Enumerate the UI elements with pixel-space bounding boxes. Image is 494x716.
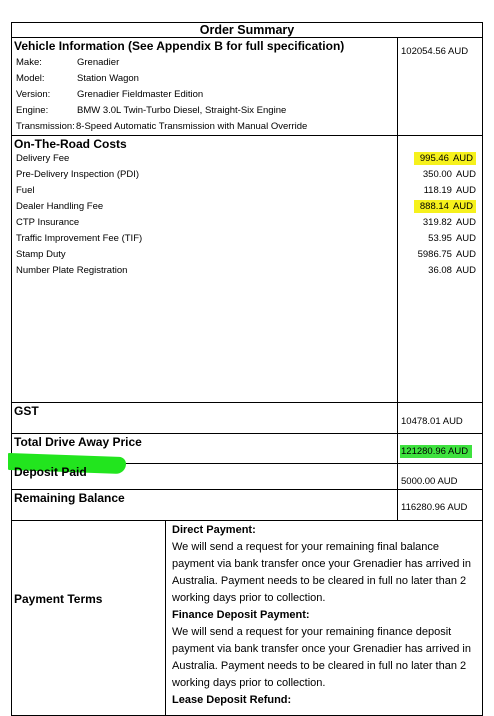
deposit-label: Deposit Paid xyxy=(14,465,87,479)
cost-amount-text xyxy=(428,233,476,244)
cost-amount-text xyxy=(423,217,476,228)
total-label: Total Drive Away Price xyxy=(14,435,142,449)
cost-label: Stamp Duty xyxy=(16,249,66,260)
cost-amount-unit: AUD xyxy=(455,217,476,228)
spec-label: Make: xyxy=(16,57,42,68)
rule-below-title xyxy=(11,37,483,38)
cost-label: Pre-Delivery Inspection (PDI) xyxy=(16,169,140,180)
direct-payment-heading: Direct Payment: xyxy=(172,524,256,536)
spec-label: Engine: xyxy=(16,105,49,116)
cost-amount-text xyxy=(418,249,476,260)
cost-amount-unit: AUD xyxy=(452,201,473,212)
cost-amount-number: 888.14 xyxy=(419,201,449,212)
deposit-value: 5000.00 AUD xyxy=(401,476,458,487)
on-road-heading: On-The-Road Costs xyxy=(14,137,127,151)
cost-amount xyxy=(414,201,476,212)
remaining-value: 116280.96 AUD xyxy=(401,502,468,513)
column-divider-amounts xyxy=(397,37,398,520)
spec-value: Station Wagon xyxy=(77,73,139,84)
cost-amount-text xyxy=(414,152,476,165)
cost-amount-text xyxy=(424,185,476,196)
spec-value: Grenadier xyxy=(77,57,120,68)
cost-amount xyxy=(423,217,476,228)
cost-amount-text xyxy=(428,265,476,276)
rule-below-gst xyxy=(11,433,483,434)
cost-amount-unit: AUD xyxy=(455,265,476,276)
lease-refund-block xyxy=(172,692,482,709)
cost-amount xyxy=(423,169,476,180)
cost-amount xyxy=(428,233,476,244)
cost-label: Fuel xyxy=(16,185,35,196)
rule-below-vehicle xyxy=(11,135,483,136)
column-divider-terms xyxy=(165,520,166,716)
total-value xyxy=(400,446,472,457)
spec-value: BMW 3.0L Twin-Turbo Diesel, Straight-Six Engine xyxy=(77,105,287,116)
rule-below-remaining xyxy=(11,520,483,521)
spec-value: 8-Speed Automatic Transmission with Manual Override xyxy=(76,121,308,132)
cost-amount xyxy=(428,265,476,276)
cost-amount xyxy=(418,249,476,260)
payment-terms-label: Payment Terms xyxy=(14,592,103,606)
cost-amount-number: 995.46 xyxy=(419,153,449,164)
cost-amount-number: 319.82 xyxy=(422,217,452,228)
cost-amount-number: 5986.75 xyxy=(417,249,452,260)
remaining-label: Remaining Balance xyxy=(14,491,125,505)
finance-payment-text: We will send a request for your remaining finance deposit payment via bank transfer once your Grenadier has arrived in Australia. Payment needs to be cleared in full no later than 2 working days prior to collection. xyxy=(172,626,471,689)
finance-payment-heading: Finance Deposit Payment: xyxy=(172,609,310,621)
page-title: Order Summary xyxy=(199,23,295,37)
vehicle-price: 102054.56 AUD xyxy=(401,46,469,57)
spec-label: Version: xyxy=(16,89,51,100)
vehicle-heading: Vehicle Information (See Appendix B for full specification) xyxy=(14,39,345,53)
cost-amount-number: 118.19 xyxy=(423,185,452,196)
total-value-text: 121280.96 AUD xyxy=(400,445,472,458)
rule-below-onroad xyxy=(11,402,483,403)
finance-payment-block xyxy=(172,607,482,692)
cost-amount xyxy=(424,185,476,196)
gst-label: GST xyxy=(14,404,39,418)
rule-below-deposit xyxy=(11,489,483,490)
spec-label: Model: xyxy=(16,73,45,84)
spec-value: Grenadier Fieldmaster Edition xyxy=(77,89,204,100)
order-summary-document xyxy=(11,22,483,716)
direct-payment-text: We will send a request for your remaining final balance payment via bank transfer once your Grenadier has arrived in Australia. Payment needs to be cleared in full no later than 2 working days prior to collection. xyxy=(172,541,471,604)
cost-label: CTP Insurance xyxy=(16,217,80,228)
cost-amount-unit: AUD xyxy=(455,169,476,180)
cost-label: Delivery Fee xyxy=(16,153,70,164)
cost-amount-text xyxy=(414,200,476,213)
cost-amount xyxy=(414,153,476,164)
spec-label: Transmission: xyxy=(16,121,75,132)
cost-label: Number Plate Registration xyxy=(16,265,128,276)
cost-amount-number: 350.00 xyxy=(422,169,452,180)
gst-value: 10478.01 AUD xyxy=(401,416,463,427)
cost-amount-unit: AUD xyxy=(455,233,476,244)
cost-amount-unit: AUD xyxy=(452,153,473,164)
cost-amount-text xyxy=(423,169,476,180)
cost-amount-unit: AUD xyxy=(455,185,476,196)
cost-amount-number: 36.08 xyxy=(428,265,452,276)
cost-amount-unit: AUD xyxy=(455,249,476,260)
direct-payment-block xyxy=(172,522,482,607)
cost-label: Traffic Improvement Fee (TIF) xyxy=(16,233,143,244)
cost-label: Dealer Handling Fee xyxy=(16,201,104,212)
lease-refund-heading: Lease Deposit Refund: xyxy=(172,694,292,706)
cost-amount-number: 53.95 xyxy=(428,233,452,244)
